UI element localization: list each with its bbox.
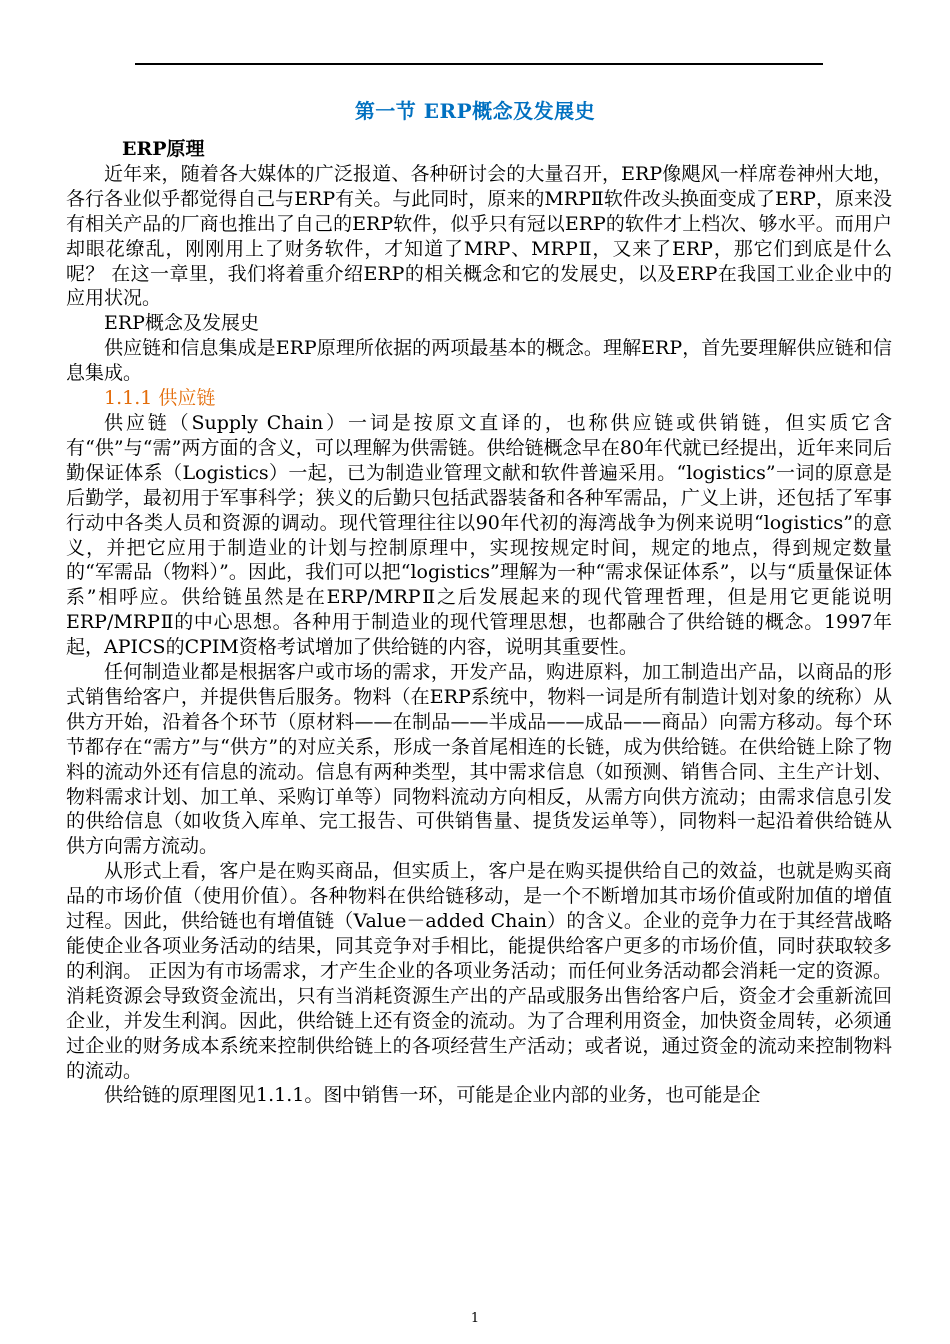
paragraph-intro: 近年来，随着各大媒体的广泛报道、各种研讨会的大量召开，ERP像飓风一样席卷神州大地，各行各业似乎都觉得自己与ERP有关。与此同时，原来的MRPⅡ软件改头换面变成了ERP，原来没有相关产品的厂商也推出了自己的ERP软件，似乎只有冠以ERP的软件才上档次、够水平。而用户却眼花缭乱，刚刚用上了财务软件，才知道了MRP、MRPⅡ，又来了ERP，那它们到底是什么呢？ 在这一章里，我们将着重介绍ERP的相关概念和它的发展史，以及ERP在我国工业企业中的应用状况。: [66, 162, 892, 310]
paragraph-basic-concepts: 供应链和信息集成是ERP原理所依据的两项最基本的概念。理解ERP，首先要理解供应链和信息集成。: [66, 337, 892, 385]
paragraph-manufacturing: 任何制造业都是根据客户或市场的需求，开发产品，购进原料，加工制造出产品，以商品的形式销售给客户，并提供售后服务。物料（在ERP系统中，物料一词是所有制造计划对象的统称）从供方开始，沿着各个环节（原材料——在制品——半成品——成品——商品）向需方移动。每个环节都存在“需方”与“供方”的对应关系，形成一条首尾相连的长链，成为供给链。在供给链上除了物料的流动外还有信息的流动。信息有两种类型，其中需求信息（如预测、销售合同、主生产计划、物料需求计划、加工单、采购订单等）同物料流动方向相反，从需方向供方流动；由需求信息引发的供给信息（如收货入库单、完工报告、可供销售量、提货发运单等），同物料一起沿着供给链从供方向需方流动。: [66, 661, 892, 858]
paragraph-value-chain: 从形式上看，客户是在购买商品，但实质上，客户是在购买提供给自己的效益，也就是购买商品的市场价值（使用价值）。各种物料在供给链移动，是一个不断增加其市场价值或附加值的增值过程。因此，供给链也有增值链（Value－added Chain）的含义。企业的竞争力在于其经营战略能使企业各项业务活动的结果，同其竞争对手相比，能提供给客户更多的市场价值，同时获取较多的利润。 正因为有市场需求，才产生企业的各项业务活动；而任何业务活动都会消耗一定的资源。消耗资源会导致资金流出，只有当消耗资源生产出的产品或服务出售给客户后，资金才会重新流回企业，并发生利润。因此，供给链上还有资金的流动。为了合理利用资金，加快资金周转，必须通过企业的财务成本系统来控制供给链上的各项经营生产活动；或者说，通过资金的流动来控制物料的流动。: [66, 860, 892, 1082]
page-number: 1: [470, 1311, 480, 1326]
page-title: 第一节 ERP概念及发展史: [354, 99, 596, 123]
subheading-erp-concept: ERP概念及发展史: [104, 312, 259, 335]
document-body: [66, 137, 892, 1108]
heading-erp-principle: ERP原理: [122, 138, 205, 160]
section-heading-supply-chain: 1.1.1 供应链: [104, 387, 216, 410]
paragraph-figure-reference: 供给链的原理图见1.1.1。图中销售一环，可能是企业内部的业务，也可能是企: [104, 1084, 761, 1107]
header-rule: [135, 63, 823, 65]
paragraph-supply-chain: 供应链（Supply Chain）一词是按原文直译的，也称供应链或供销链，但实质它含有“供”与“需”两方面的含义，可以理解为供需链。供给链概念早在80年代就已经提出，近年来同后勤保证体系（Logistics）一起，已为制造业管理文献和软件普遍采用。“logistics”一词的原意是后勤学，最初用于军事科学；狭义的后勤只包括武器装备和各种军需品，广义上讲，还包括了军事行动中各类人员和资源的调动。现代管理往往以90年代初的海湾战争为例来说明“logistics”的意义，并把它应用于制造业的计划与控制原理中，实现按规定时间，规定的地点，得到规定数量的“军需品（物料）”。因此，我们可以把“logistics”理解为一种“需求保证体系”，以与“质量保证体系”相呼应。供给链虽然是在ERP/MRPⅡ之后发展起来的现代管理哲理，但是用它更能说明ERP/MRPⅡ的中心思想。各种用于制造业的现代管理思想，也都融合了供给链的概念。1997年起，APICS的CPIM资格考试增加了供给链的内容，说明其重要性。: [66, 411, 892, 659]
